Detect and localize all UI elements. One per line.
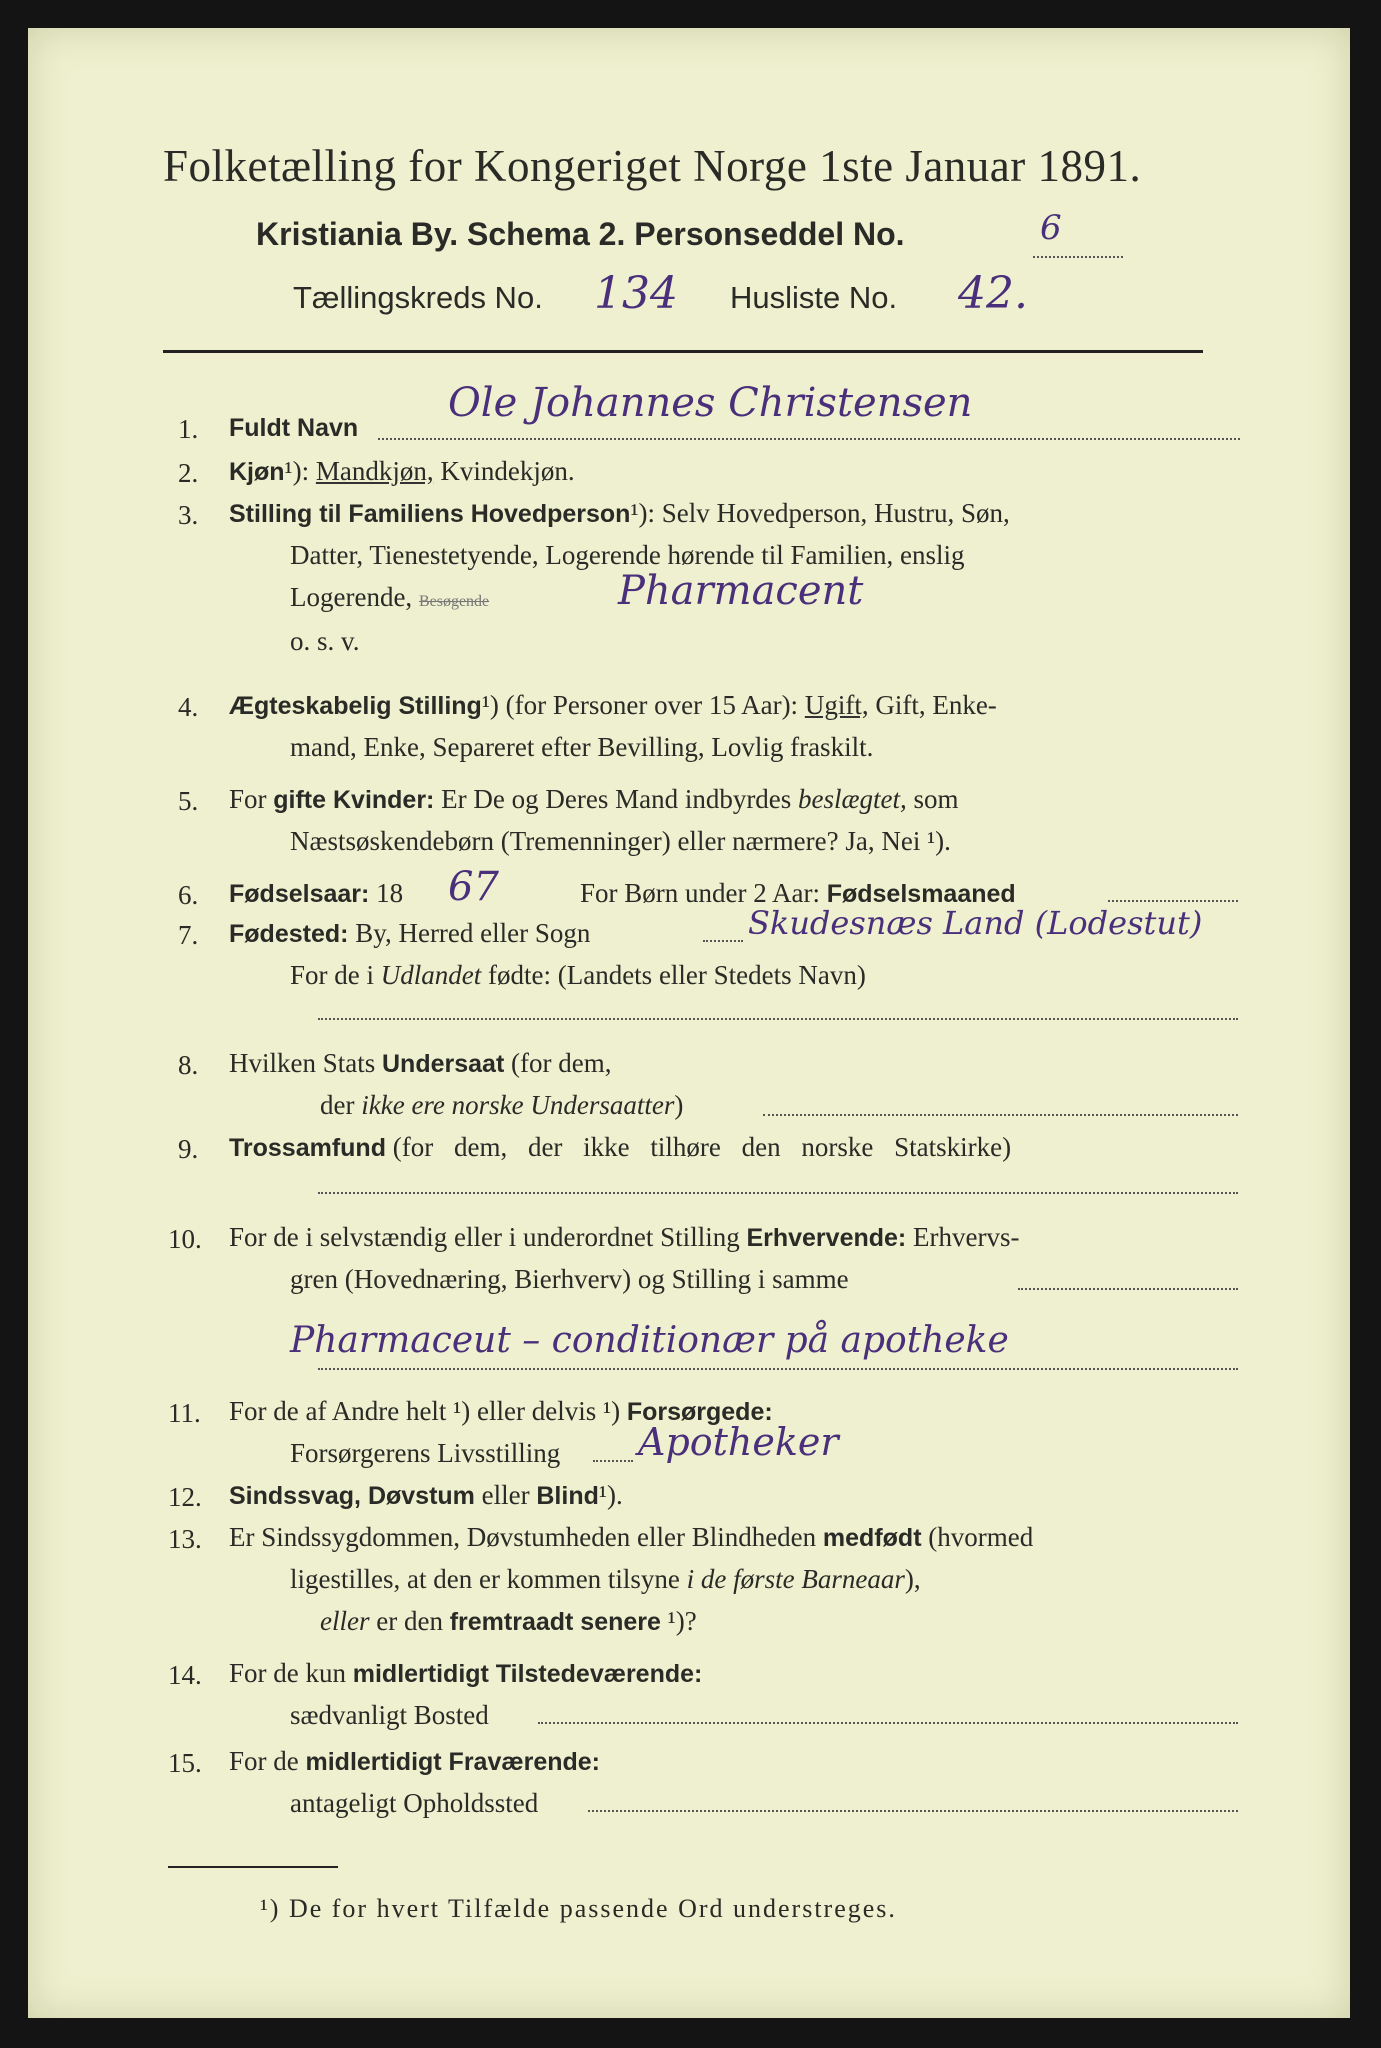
medfodt-line3: eller er den fremtraadt senere ¹)?: [320, 1606, 697, 1636]
item-number-4: 4.: [178, 692, 199, 722]
stilling-options-line2: Datter, Tienestetyende, Logerende hørende til Familien, enslig: [290, 540, 965, 570]
label-tilstedevaerende: For de kun midlertidigt Tilstedeværende:: [229, 1658, 703, 1688]
husliste-label: Husliste No.: [730, 280, 898, 315]
label-sindssvag: Sindssvag, Døvstum eller Blind¹).: [229, 1480, 623, 1510]
tellingskreds-label: Tællingskreds No.: [293, 280, 543, 315]
label-fodselsaar: Fødselsaar: 18: [229, 878, 404, 908]
udland-dotline: [318, 1018, 1238, 1020]
label-fuldt-navn: Fuldt Navn: [229, 414, 359, 442]
label-fodested: Fødested: By, Herred eller Sogn: [229, 918, 591, 948]
option-ugift-underlined: Ugift,: [804, 690, 869, 720]
undersaat-dotline: [763, 1114, 1238, 1116]
personseddel-label: Kristiania By. Schema 2. Personseddel No.: [256, 216, 905, 252]
option-mandkjon-underlined: Mandkjøn,: [315, 456, 434, 486]
trossamfund-dotline: [318, 1192, 1238, 1194]
label-gifte-kvinder: For gifte Kvinder: Er De og Deres Mand indbyrdes beslægtet, som: [229, 784, 959, 814]
gifte-kvinder-line2: Næstsøskendebørn (Tremenninger) eller nærmere? Ja, Nei ¹).: [290, 826, 951, 856]
census-form-sheet: [28, 28, 1350, 2018]
undersaat-line2: der ikke ere norske Undersaatter): [320, 1090, 684, 1120]
erhverv-line2: gren (Hovednæring, Bierhverv) og Stilling i samme: [290, 1264, 849, 1294]
footnote: ¹) De for hvert Tilfælde passende Ord understreges.: [260, 1894, 897, 1923]
item-number-5: 5.: [178, 786, 199, 816]
value-fodselsaar: 67: [448, 864, 499, 910]
item-number-6: 6.: [178, 880, 199, 910]
item-number-13: 13.: [168, 1524, 202, 1554]
label-stilling: Stilling til Familiens Hovedperson¹): Selv Hovedperson, Hustru, Søn,: [229, 498, 1010, 528]
label-erhverv: For de i selvstændig eller i underordnet Stilling Erhvervende: Erhvervs-: [229, 1222, 1020, 1252]
item-number-1: 1.: [178, 414, 199, 444]
value-stilling: Pharmacent: [618, 568, 864, 614]
label-opholdssted: antageligt Opholdssted: [290, 1788, 539, 1818]
medfodt-line2: ligestilles, at den er kommen tilsyne i de første Barneaar),: [290, 1564, 921, 1594]
header-rule: [163, 350, 1203, 353]
label-aegteskabelig: Ægteskabelig Stilling¹) (for Personer over 15 Aar): Ugift, Gift, Enke-: [229, 690, 997, 720]
value-erhverv: Pharmaceut – conditionær på apotheke: [290, 1320, 1009, 1361]
label-bosted: sædvanligt Bosted: [290, 1700, 489, 1730]
item-number-15: 15.: [168, 1748, 202, 1778]
label-undersaat: Hvilken Stats Undersaat (for dem,: [229, 1048, 612, 1078]
item-number-7: 7.: [178, 920, 199, 950]
label-forsorgede: For de af Andre helt ¹) eller delvis ¹) Forsørgede:: [229, 1396, 773, 1426]
label-fravaerende: For de midlertidigt Fraværende:: [229, 1746, 600, 1776]
opholdssted-dotline: [588, 1810, 1238, 1812]
fodselsmaaned-dotline: [1108, 900, 1238, 902]
item-number-10: 10.: [168, 1224, 202, 1254]
aegteskabelig-line2: mand, Enke, Separeret efter Bevilling, Lovlig fraskilt.: [290, 732, 874, 762]
item-number-12: 12.: [168, 1482, 202, 1512]
footnote-rule: [168, 1866, 338, 1868]
fodested-dotline: [703, 940, 743, 942]
tellingskreds-number: 134: [594, 268, 678, 319]
stilling-options-line3: Logerende, Besøgende: [290, 582, 490, 612]
item-number-3: 3.: [178, 500, 199, 530]
label-born-under-2: For Børn under 2 Aar: Fødselsmaaned: [580, 878, 1016, 908]
personseddel-number: 6: [1040, 208, 1062, 248]
value-fodested: Skudesnæs Land (Lodestut): [748, 904, 1203, 942]
item-number-14: 14.: [168, 1660, 202, 1690]
husliste-number: 42.: [958, 268, 1028, 319]
forsorger-dotline: [593, 1460, 633, 1462]
erhverv-dotline-2: [318, 1368, 1238, 1370]
item-number-2: 2.: [178, 458, 199, 488]
label-trossamfund: Trossamfund (for dem, der ikke tilhøre den norske Statskirke): [229, 1132, 1012, 1162]
fodested-udland-line: For de i Udlandet fødte: (Landets eller Stedets Navn): [290, 960, 866, 990]
value-forsorger: Apotheker: [638, 1420, 839, 1464]
personseddel-dotline: [1033, 256, 1123, 258]
erhverv-dotline-1: [1018, 1288, 1238, 1290]
label-kjon: Kjøn¹): Mandkjøn, Kvindekjøn.: [229, 456, 575, 486]
item-number-9: 9.: [178, 1134, 199, 1164]
name-dotline: [378, 438, 1240, 440]
label-medfodt: Er Sindssygdommen, Døvstumheden eller Blindheden medfødt (hvormed: [229, 1522, 1034, 1552]
form-title: Folketælling for Kongeriget Norge 1ste Januar 1891.: [163, 141, 1142, 191]
label-forsorgerens: Forsørgerens Livsstilling: [290, 1438, 561, 1468]
stilling-options-line4: o. s. v.: [290, 626, 360, 656]
value-full-name: Ole Johannes Christensen: [448, 380, 973, 426]
item-number-11: 11.: [168, 1398, 201, 1428]
bosted-dotline: [538, 1722, 1238, 1724]
item-number-8: 8.: [178, 1050, 199, 1080]
